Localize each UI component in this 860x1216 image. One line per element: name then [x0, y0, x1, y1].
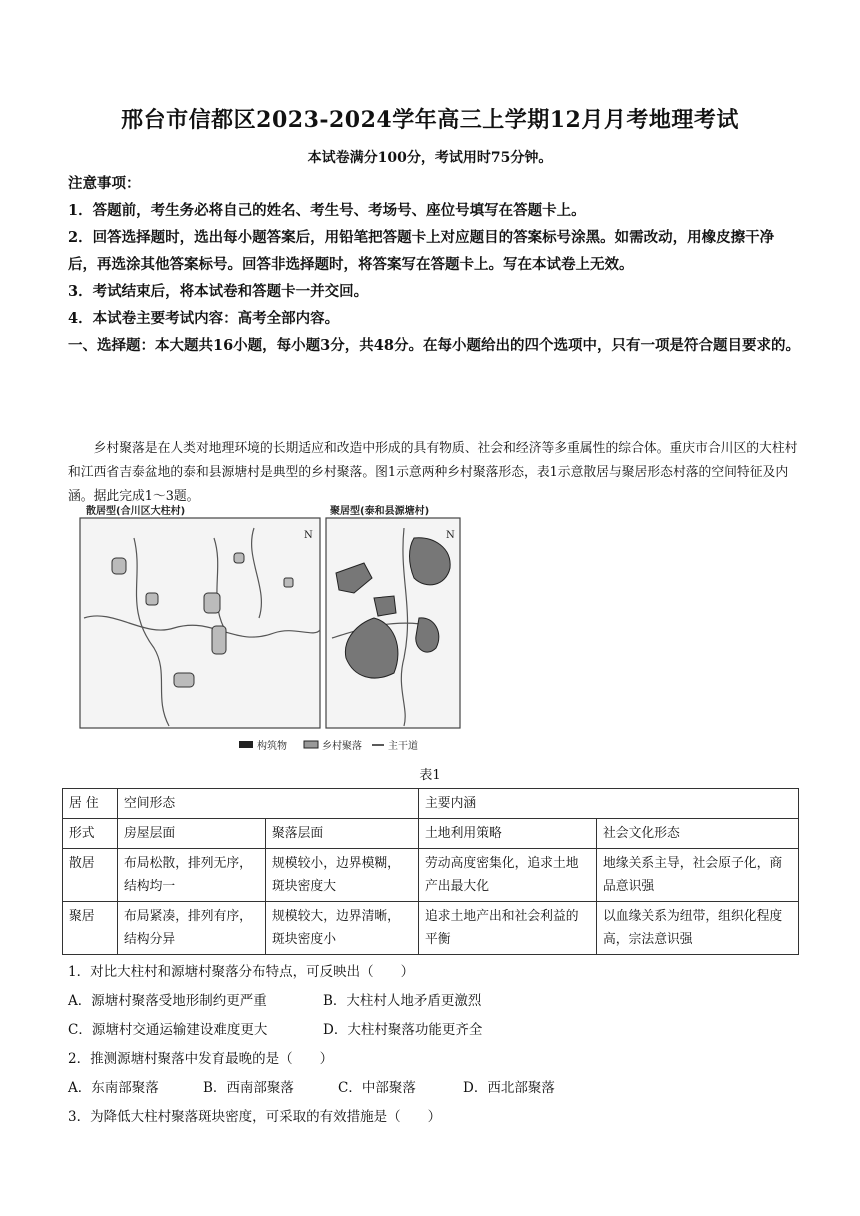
legend-building: 构筑物	[257, 741, 287, 752]
option: B．大柱村人地矛盾更激烈	[323, 993, 482, 1009]
table-cell: 规模较大，边界清晰，斑块密度小	[266, 902, 419, 955]
question-stem: 2．推测源塘村聚落中发育最晚的是（ ）	[68, 1051, 334, 1067]
option: A．源塘村聚落受地形制约更严重	[68, 993, 267, 1009]
table-cell: 主要内涵	[419, 789, 799, 819]
question-stem: 3．为降低大柱村聚落斑块密度，可采取的有效措施是（ ）	[68, 1109, 442, 1125]
table-row	[63, 849, 799, 902]
table-caption: 表1	[419, 768, 441, 783]
table-cell: 聚落层面	[266, 819, 419, 849]
exam-title: 邢台市信都区2023-2024学年高三上学期12月月考地理考试	[121, 107, 739, 133]
note-item: 2．回答选择题时，选出每小题答案后，用铅笔把答题卡上对应题目的答案标号涂黑。如需改动，用橡皮擦干净后，再选涂其他答案标号。回答非选择题时，将答案写在答题卡上。写在本试卷上无效。	[68, 229, 775, 273]
settlement-map	[74, 498, 464, 758]
option-row	[68, 987, 803, 1016]
question-stem: 1．对比大柱村和源塘村聚落分布特点，可反映出（ ）	[68, 964, 415, 980]
notes-heading: 注意事项：	[68, 175, 141, 192]
panel-right-label: 聚居型(泰和县源塘村)	[330, 506, 430, 517]
section-heading: 一、选择题：本大题共16小题，每小题3分，共48分。在每小题给出的四个选项中，只有一项是符合题目要求的。	[68, 337, 800, 354]
option: B．西南部聚落	[203, 1080, 294, 1096]
option: A．东南部聚落	[68, 1080, 159, 1096]
table-cell: 追求土地产出和社会利益的平衡	[419, 902, 597, 955]
table-header-row	[63, 819, 799, 849]
questions	[68, 958, 803, 1132]
table-row	[63, 902, 799, 955]
option-row	[68, 1016, 803, 1045]
table-cell: 形式	[63, 819, 118, 849]
north-arrow-left: N	[304, 530, 313, 541]
note-item: 1．答题前，考生务必将自己的姓名、考生号、考场号、座位号填写在答题卡上。	[68, 202, 586, 219]
table-cell: 聚居	[63, 902, 118, 955]
table-cell: 地缘关系主导，社会原子化，商品意识强	[597, 849, 799, 902]
notes-section	[68, 170, 803, 359]
table-cell: 散居	[63, 849, 118, 902]
table-cell: 劳动高度密集化，追求土地产出最大化	[419, 849, 597, 902]
option: C．源塘村交通运输建设难度更大	[68, 1022, 268, 1038]
option: D．西北部聚落	[463, 1080, 555, 1096]
table-cell: 布局紧凑，排列有序，结构分异	[118, 902, 266, 955]
intro-paragraph: 乡村聚落是在人类对地理环境的长期适应和改造中形成的具有物质、社会和经济等多重属性的综合体。重庆市合川区的大柱村和江西省吉泰盆地的泰和县源塘村是典型的乡村聚落。图1示意两种乡村聚落形态，表1示意散居与聚居形态村落的空间特征及内涵。据此完成1～3题。	[68, 441, 798, 504]
table-cell: 以血缘关系为纽带，组织化程度高，宗法意识强	[597, 902, 799, 955]
north-arrow-right: N	[446, 530, 455, 541]
legend-building-swatch	[239, 741, 253, 748]
table-cell: 空间形态	[118, 789, 419, 819]
option-row	[68, 1074, 803, 1103]
table-cell: 布局松散，排列无序，结构均一	[118, 849, 266, 902]
figure-1	[74, 498, 464, 758]
legend-settlement: 乡村聚落	[322, 741, 362, 752]
table-cell: 居 住	[63, 789, 118, 819]
table-header-row	[63, 789, 799, 819]
option: C．中部聚落	[338, 1080, 416, 1096]
table-1	[62, 788, 799, 955]
table-cell: 社会文化形态	[597, 819, 799, 849]
table-cell: 土地利用策略	[419, 819, 597, 849]
legend-road: 主干道	[388, 741, 418, 752]
table-cell: 规模较小，边界模糊，斑块密度大	[266, 849, 419, 902]
note-item: 3．考试结束后，将本试卷和答题卡一并交回。	[68, 283, 369, 300]
option: D．大柱村聚落功能更齐全	[323, 1022, 483, 1038]
table-cell: 房屋层面	[118, 819, 266, 849]
exam-subtitle: 本试卷满分100分，考试用时75分钟。	[307, 150, 553, 166]
note-item: 4．本试卷主要考试内容：高考全部内容。	[68, 310, 340, 327]
legend-settlement-swatch	[304, 741, 318, 748]
panel-left-label: 散居型(合川区大柱村)	[86, 506, 186, 517]
